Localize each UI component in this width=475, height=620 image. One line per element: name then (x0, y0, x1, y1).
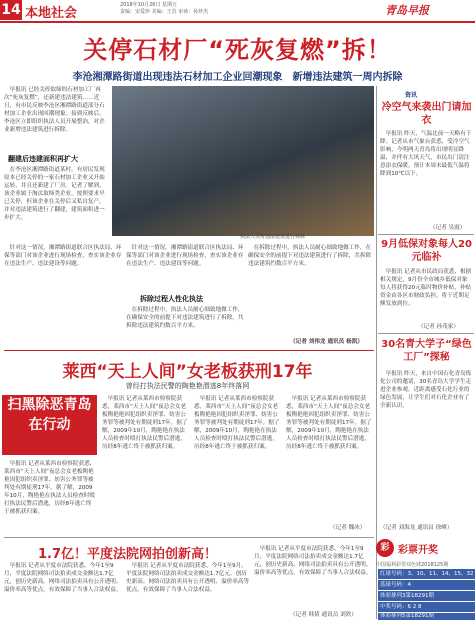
story-c-byline: （记者 韩倩 通讯员 刘欣） (290, 612, 357, 618)
lottery-source: 中国福利彩票双色球2018125期 (376, 562, 449, 568)
sidebar-rule-2 (378, 333, 474, 334)
page-number: 14 (1, 2, 21, 18)
lead-body-1 (4, 166, 108, 236)
sidebar-body-3-text: 早报讯 昨天，来自中国石化青岛炼化公司的邀请，30名青岛大学学生走进企业参观，近距离感受石化行业的绿色发展，让学生们对石化企业有了全新认识。 (380, 371, 472, 409)
section-right: 社会 (51, 6, 78, 21)
lottery-box (376, 539, 475, 620)
sidebar-byline-1: （记者 吴霞） (430, 225, 466, 231)
sidebar-tag: 资讯 (405, 92, 418, 99)
section-title (25, 2, 77, 21)
story-b-rule (4, 350, 374, 351)
date-line: 2018年10月26日 星期五 (120, 2, 178, 8)
story-c-body-3 (254, 545, 374, 611)
sidebar-body-1 (380, 130, 473, 222)
story-c-body-3-text: 早报讯 记者从平度市法院获悉，今年1至9月，平度法院网络司法拍卖成交金额达1.7亿元，创历史新高。网络司法拍卖具有公开透明、溢价率高等优点，有效保障了当事人合法权益。 (254, 546, 372, 576)
header-meta (120, 2, 208, 16)
lead-intro (4, 86, 108, 150)
lottery-row: 红球号码：3、10、11、14、15、32 (380, 571, 474, 577)
story-b-body-3-text: 早报讯 记者从莱西市检察院获悉，莱西市“天上人间”夜总会女老板陶艳艳因犯组织卖淫罪、妨害公务罪等被判处有期徒刑17年。据了解，2009年10月，陶艳艳在执法人员检查时殴打执法民警后潜逃，历经8年逃亡终于被抓获归案。 (194, 396, 280, 450)
sidebar-rule-1 (378, 234, 474, 235)
lead-byline: （记者 刘伟龙 通讯员 杨凯） (290, 339, 363, 345)
sidebar-title-3: 30名青大学子“绿色工厂”探秘 (381, 339, 472, 363)
lead-photo (112, 86, 374, 236)
story-b-body-1-text: 早报讯 记者从莱西市检察院获悉，莱西市“天上人间”夜总会女老板陶艳艳因犯组织卖淫罪、妨害公务罪等被判处有期徒刑17年。据了解，2009年10月，陶艳艳在执法人员检查时殴打执法民警后潜逃，历经8年逃亡终于被抓获归案。 (4, 461, 96, 515)
lead-intro-text: 早报讯 已经关停取缔的石材加工厂再次“死灰复燃”，还新建违法建筑……近日，有市民反映李沧区湘潭路街道部分石材加工企业出现回潮现象。接到反映后，李沧区立即组织执法人员开展整治，对企业新增违法建筑进行拆除。 (4, 87, 105, 133)
story-c-body-2 (126, 562, 250, 620)
lead-subhead-1: 翻建后违建面积再扩大 (8, 155, 78, 163)
story-c-body-2-text: 早报讯 记者从平度市法院获悉，今年1至9月，平度法院网络司法拍卖成交金额达1.7亿元，创历史新高。网络司法拍卖具有公开透明、溢价率高等优点，有效保障了当事人合法权益。 (126, 563, 250, 593)
story-b-headline: 莱西“天上人间”女老板获刑17年 (62, 362, 313, 382)
editor-line: 责编：宋爱珍 美编：王苏 审读：孙珍杰 (120, 9, 209, 15)
lottery-row: 蓝球号码：4 (378, 580, 475, 590)
campaign-stamp: 扫黑除恶青岛在行动 (2, 395, 97, 455)
lead-body-3b-text: 在拆除过程中，执法人员耐心细致地做工作，在确保安全的前提下对违法建筑进行了拆除，共拆除违法建筑约数百平方米。 (248, 245, 372, 267)
lead-body-1-text: 在李沧区湘潭路街道某村，有居民发现原本已经关停的一家石材加工企业又开始运转，并且还新建了厂房。记者了解到，该企业属于淘汰取缔类企业，按照要求早已关停，但该企业在关停后又私自复产，并对违法建筑进行了翻建，建筑面积进一步扩大。 (4, 167, 105, 221)
lead-subhead-2: 拆除过程人性化执法 (140, 295, 203, 303)
story-c-rule (4, 537, 374, 538)
story-b-body-3 (194, 395, 282, 533)
lead-body-3-text: 在拆除过程中，执法人员耐心细致地做工作，在确保安全的前提下对违法建筑进行了拆除，共拆除违法建筑约数百平方米。 (126, 307, 244, 329)
story-b-body-2-text: 早报讯 记者从莱西市检察院获悉，莱西市“天上人间”夜总会女老板陶艳艳因犯组织卖淫罪、妨害公务罪等被判处有期徒刑17年。据了解，2009年10月，陶艳艳在执法人员检查时殴打执法民警后潜逃，历经8年逃亡终于被抓获归案。 (102, 396, 188, 450)
lottery-row: 中奖号码：6 2 8 (378, 602, 475, 612)
lead-body-2b-text: 针对这一情况，湘潭路街道联合区执法局、环保等部门对该企业进行现场检查，查实该企业存在违法生产、违法建设等问题。 (126, 245, 244, 267)
story-b-subheadline: 曾经打执法民警的陶艳艳潜逃8年终落网 (125, 382, 250, 390)
photo-caption: 执法人员对违法建筑进行拆除 (240, 234, 306, 240)
lead-body-2-text: 针对这一情况，湘潭路街道联合区执法局、环保等部门对该企业进行现场检查，查实该企业存在违法生产、违法建设等问题。 (4, 245, 122, 267)
story-b-body-2 (102, 395, 190, 533)
sidebar-body-3 (380, 370, 473, 522)
story-c-body-1 (4, 562, 122, 620)
lottery-title: 彩票开奖 (398, 545, 438, 556)
header-rule (0, 21, 475, 23)
sidebar-title-2: 9月低保对象每人20元临补 (381, 239, 472, 263)
page-header (0, 0, 475, 20)
story-c-headline: 1.7亿！平度法院网拍创新高！ (37, 547, 218, 562)
sidebar-body-2 (380, 268, 473, 322)
lead-body-2 (4, 244, 122, 342)
lottery-row: 体彩排列3第18291期 (378, 591, 475, 601)
sidebar-body-1-text: 早报讯 昨天，气温比前一天略有下降。记者从市气象台获悉，受冷空气影响，今明两天青岛将出现明显降温，并伴有大风天气，市民出门请注意添衣保暖。预计本周末最低气温将降到10℃以下。 (380, 131, 472, 177)
lottery-row: 体彩排列5第18291期 (378, 613, 475, 620)
lead-body-3 (126, 306, 244, 344)
story-c-body-1-text: 早报讯 记者从平度市法院获悉，今年1至9月，平度法院网络司法拍卖成交金额达1.7亿元，创历史新高。网络司法拍卖具有公开透明、溢价率高等优点，有效保障了当事人合法权益。 (4, 563, 122, 593)
lead-body-3b (248, 244, 372, 334)
story-b-body-1 (4, 460, 97, 532)
sidebar-title-1: 冷空气来袭出门请加衣 (381, 102, 472, 126)
story-b-body-4 (286, 395, 374, 521)
section-left: 本地 (25, 6, 52, 21)
lead-subheadline: 李沧湘潭路街道出现违法石材加工企业回潮现象 新增违法建筑一周内拆除 (72, 72, 403, 83)
newspaper-logo: 青岛早报 (385, 4, 429, 17)
sidebar-body-2-text: 早报讯 记者从市民政局获悉，根据相关规定，9月份全市城乡低保对象每人将获得20元临时物价补贴，补贴资金由各区市财政负担，将于近期足额发放到位。 (380, 269, 472, 307)
story-b-byline: （记者 魏冰） (330, 525, 366, 531)
sidebar-byline-3: （记者 刘海龙 通讯员 徐峰） (380, 525, 453, 531)
sidebar-byline-2: （记者 孙茂家） (418, 324, 459, 330)
lead-body-2b (126, 244, 244, 292)
lottery-icon: 彩 (376, 539, 394, 557)
story-b-body-4-text: 早报讯 记者从莱西市检察院获悉，莱西市“天上人间”夜总会女老板陶艳艳因犯组织卖淫罪、妨害公务罪等被判处有期徒刑17年。据了解，2009年10月，陶艳艳在执法人员检查时殴打执法民警后潜逃，历经8年逃亡终于被抓获归案。 (286, 396, 372, 450)
lead-headline: 关停石材厂“死灰复燃”拆！ (83, 36, 392, 64)
